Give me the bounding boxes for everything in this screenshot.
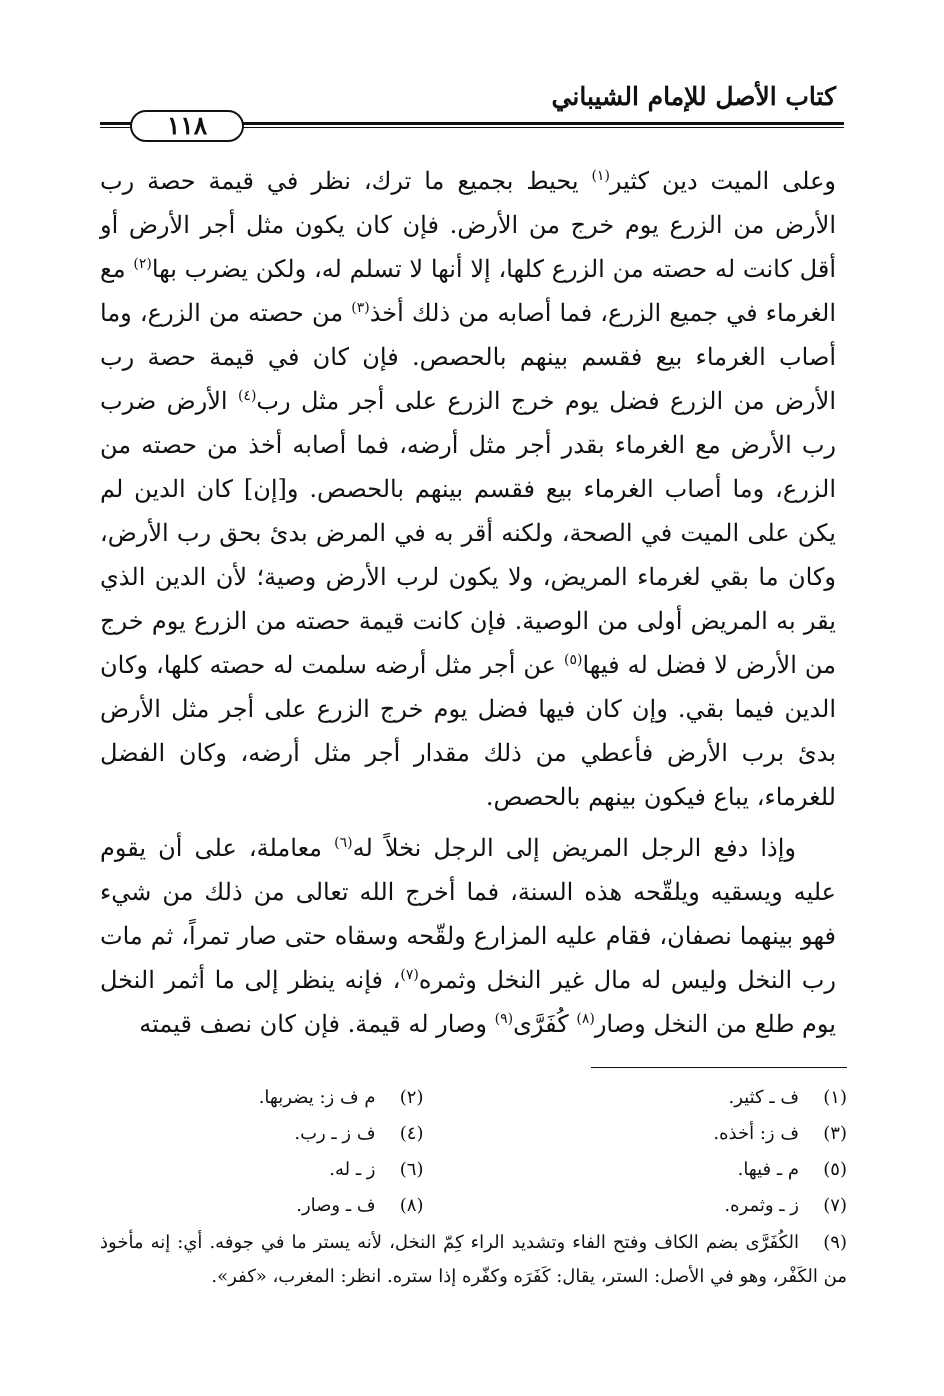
footnote-row (100, 1152, 847, 1188)
footnote-5 (524, 1152, 848, 1188)
footnote-ref-2: (٢) (133, 256, 152, 272)
footnote-ref-4: (٤) (237, 388, 257, 404)
p1-text-5: الأرض ضرب رب الأرض مع الغرماء بقدر أجر مثل أرضه، فما أصابه أخذ من حصته من الزرع، وما أصاب الغرماء بيع فقسم بينهم بالحصص. و[إن] كان الدين لم يكن على الميت في الصحة، ولكنه أقر به في المرض بدئ بحق رب الأرض، وكان ما بقي لغرماء المريض، ولا يكون لرب الأرض وصية؛ لأن الدين الذي يقر به المريض أولى من الوصية. فإن كانت قيمة حصته من الزرع يوم خرج من الأرض لا فضل له فيها (100, 387, 837, 679)
p1-text-1: وعلى الميت دين كثير (609, 167, 837, 195)
p1-text-4: من حصته من الزرع، وما أصاب الغرماء بيع فقسم بينهم بالحصص. فإن كان في قيمة حصة رب الأرض من الزرع فضل يوم خرج الزرع على أجر مثل رب (100, 299, 836, 415)
p2-text-1: وإذا دفع الرجل المريض إلى الرجل نخلاً له (352, 834, 796, 862)
footnote-ref-3: (٣) (351, 300, 370, 316)
footnote-number: (١) (823, 1087, 847, 1108)
footnote-ref-1: (١) (591, 168, 610, 184)
footnote-text: م ـ فيها. (737, 1159, 799, 1180)
body-paragraph-2 (100, 826, 836, 1046)
footnote-number: (٨) (399, 1195, 424, 1216)
footnote-ref-6: (٦) (334, 835, 353, 851)
footnote-number: (٤) (399, 1123, 424, 1144)
footnote-text: م ف ز: يضربها. (258, 1087, 376, 1108)
footnote-text: ز ـ وثمره. (724, 1195, 799, 1216)
footnote-row (100, 1116, 847, 1152)
footnote-number: (٥) (823, 1159, 847, 1180)
p2-text-3: ، فإنه ينظر إلى ما أثمر النخل يوم طلع من النخل وصار (100, 966, 836, 1038)
footnote-6 (100, 1152, 524, 1188)
footnote-text: ف ـ وصار. (296, 1195, 376, 1216)
footnote-row (100, 1188, 847, 1224)
footnote-text: ز ـ له. (329, 1159, 376, 1180)
p1-text-3: مع الغرماء في جميع الزرع، فما أصابه من ذلك أخذ (100, 255, 836, 327)
footnote-ref-7: (٧) (400, 967, 419, 983)
footnote-ref-5: (٥) (564, 652, 583, 668)
footnote-text: الكُفَرَّى بضم الكاف وفتح الفاء وتشديد الراء كِمّ النخل، لأنه يستر ما في جوفه. أي: إنه مأخوذ من الكَفْر، وهو في الأصل: الستر، يقال: كَفَرَه وكفّره إذا ستره. انظر: المغرب، «كفر». (100, 1232, 847, 1287)
footnote-ref-8: (٨) (576, 1011, 595, 1027)
footnote-number: (٢) (399, 1087, 424, 1108)
p2-text-2: معاملة، على أن يقوم عليه ويسقيه ويلقّحه هذه السنة، فما أخرج الله تعالى من ذلك من شيء فهو بينهما نصفان، فقام عليه المزارع ولقّحه وسقاه حتى صار تمراً، ثم مات رب النخل وليس له مال غير النخل وثمره (100, 834, 836, 994)
footnote-1 (524, 1080, 848, 1116)
footnote-4 (100, 1116, 524, 1152)
body-paragraph-1 (100, 159, 836, 819)
p2-text-4: كُفَرَّى (513, 1010, 577, 1038)
page-number: ١١٨ (130, 110, 244, 142)
footnote-text: ف ـ كثير. (728, 1087, 799, 1108)
footnote-row (100, 1080, 847, 1116)
footnote-number: (٣) (823, 1123, 847, 1144)
footnote-8 (100, 1188, 524, 1224)
footnote-2 (100, 1080, 524, 1116)
p2-block (100, 826, 836, 1046)
footnotes (100, 1080, 847, 1294)
footnote-number: (٧) (823, 1195, 847, 1216)
footnote-ref-9: (٩) (494, 1011, 514, 1027)
footnote-number: (٦) (399, 1159, 424, 1180)
footnote-text: ف ز ـ رب. (294, 1123, 376, 1144)
running-header-title: كتاب الأصل للإمام الشيباني (551, 82, 836, 111)
p1-text-6: عن أجر مثل أرضه سلمت له حصته كلها، وكان الدين فيما بقي. وإن كان فيها فضل يوم خرج الزرع على أجر مثل الأرض بدئ برب الأرض فأعطي من ذلك مقدار أجر مثل أرضه، وكان الفضل للغرماء، يباع فيكون بينهم بالحصص. (100, 651, 836, 811)
p1-text-2: يحيط بجميع ما ترك، نظر في قيمة حصة رب الأرض من الزرع يوم خرج من الأرض. فإن كان يكون مثل أجر الأرض أو أقل كانت له حصته من الزرع كلها، إلا أنها لا تسلم له، ولكن يضرب بها (100, 167, 836, 283)
footnote-9 (100, 1226, 847, 1294)
footnote-3 (524, 1116, 848, 1152)
p2-text-5: وصار له قيمة. فإن كان نصف قيمته (139, 1010, 495, 1038)
footnote-number: (٩) (823, 1232, 847, 1253)
footnote-7 (524, 1188, 848, 1224)
footnote-separator (591, 1067, 847, 1068)
footnote-text: ف ز: أخذه. (713, 1123, 799, 1144)
